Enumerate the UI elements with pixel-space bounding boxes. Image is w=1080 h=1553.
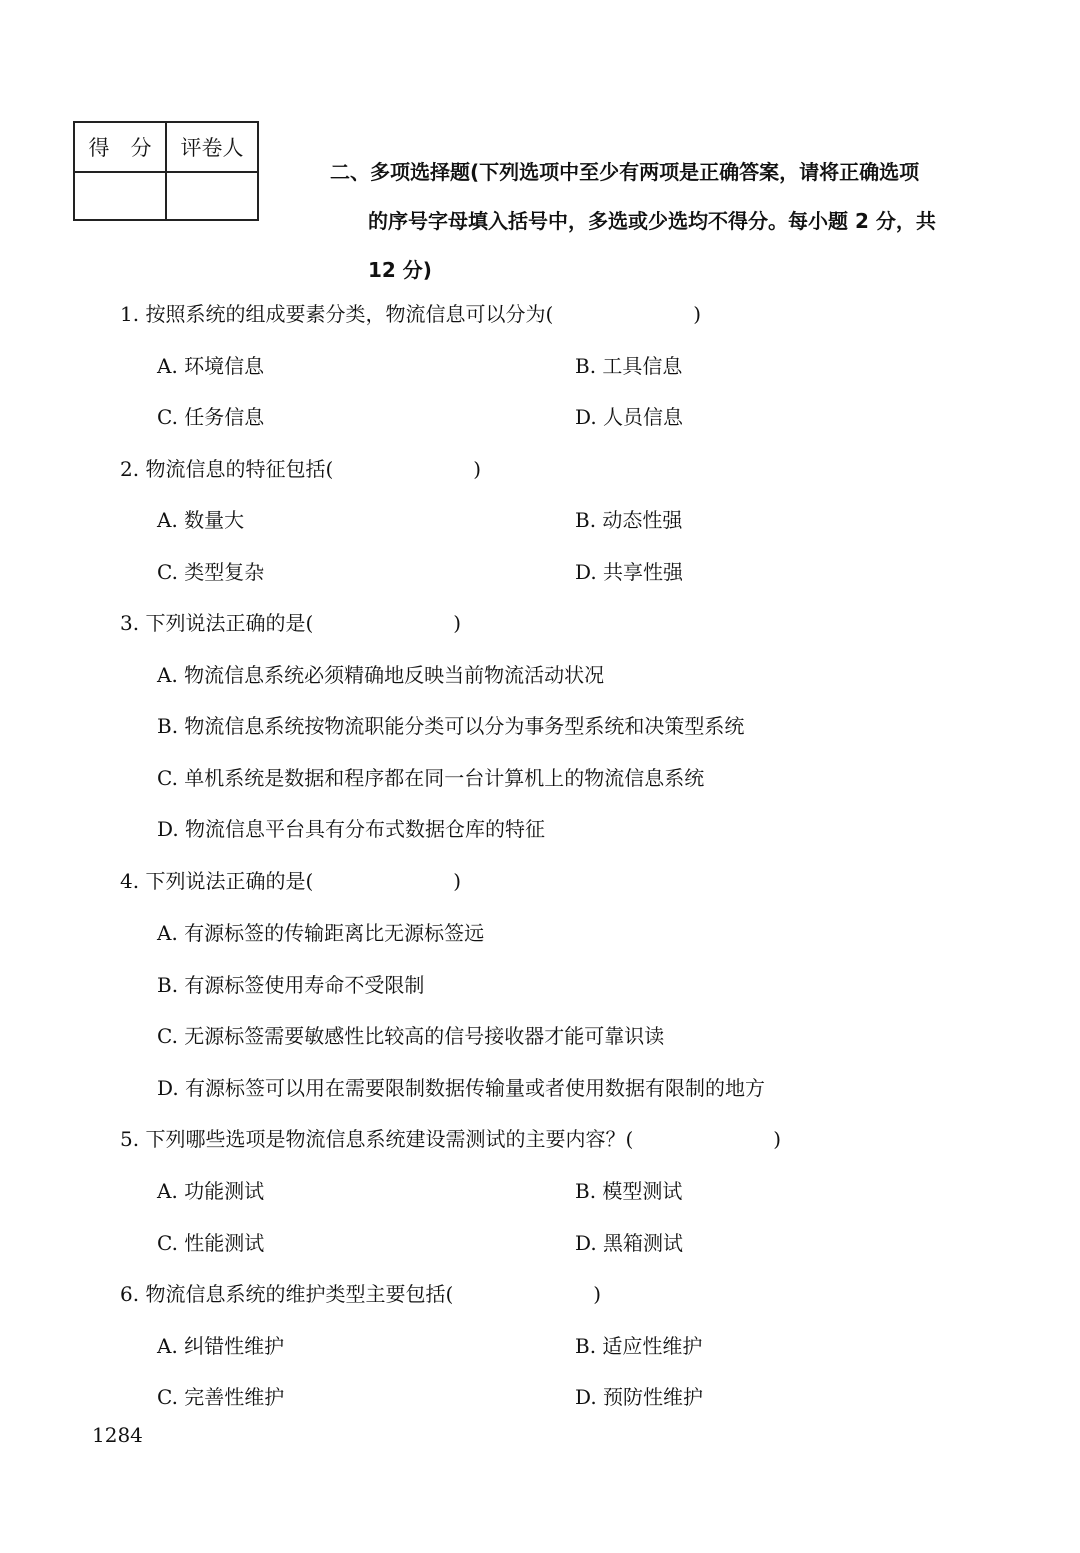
- page-number: 1284: [92, 1423, 143, 1447]
- question-6-option-a: A. 纠错性维护: [157, 1334, 285, 1358]
- question-3-stem: 3. 下列说法正确的是( ): [120, 611, 462, 635]
- question-2-option-c: C. 类型复杂: [157, 560, 265, 584]
- question-5-option-c: C. 性能测试: [157, 1231, 265, 1255]
- question-5-option-d: D. 黑箱测试: [575, 1231, 684, 1255]
- question-4-option-a: A. 有源标签的传输距离比无源标签远: [157, 921, 485, 945]
- question-1-option-c: C. 任务信息: [157, 405, 265, 429]
- question-1-option-d: D. 人员信息: [575, 405, 684, 429]
- question-2-option-d: D. 共享性强: [575, 560, 684, 584]
- question-1-option-b: B. 工具信息: [575, 354, 683, 378]
- question-3-option-c: C. 单机系统是数据和程序都在同一台计算机上的物流信息系统: [157, 766, 705, 790]
- question-5-stem: 5. 下列哪些选项是物流信息系统建设需测试的主要内容？( ): [120, 1127, 782, 1151]
- question-4-option-c: C. 无源标签需要敏感性比较高的信号接收器才能可靠识读: [157, 1024, 665, 1048]
- question-2-option-a: A. 数量大: [157, 508, 245, 532]
- question-6-option-c: C. 完善性维护: [157, 1385, 285, 1409]
- section-title-line-3: 12 分): [368, 258, 432, 282]
- question-6-stem: 6. 物流信息系统的维护类型主要包括( ): [120, 1282, 602, 1306]
- score-label: 得 分: [74, 122, 166, 172]
- score-table: [73, 121, 259, 221]
- question-3-option-b: B. 物流信息系统按物流职能分类可以分为事务型系统和决策型系统: [157, 714, 745, 738]
- question-3-option-a: A. 物流信息系统必须精确地反映当前物流活动状况: [157, 663, 605, 687]
- question-1-stem: 1. 按照系统的组成要素分类，物流信息可以分为( ): [120, 302, 702, 326]
- question-5-option-a: A. 功能测试: [157, 1179, 265, 1203]
- question-6-option-b: B. 适应性维护: [575, 1334, 703, 1358]
- question-6-option-d: D. 预防性维护: [575, 1385, 704, 1409]
- question-4-option-d: D. 有源标签可以用在需要限制数据传输量或者使用数据有限制的地方: [157, 1076, 766, 1100]
- question-4-stem: 4. 下列说法正确的是( ): [120, 869, 462, 893]
- section-title-line-2: 的序号字母填入括号中，多选或少选均不得分。每小题 2 分，共: [368, 209, 936, 233]
- question-4-option-b: B. 有源标签使用寿命不受限制: [157, 973, 425, 997]
- section-title: [330, 148, 1020, 295]
- question-2-stem: 2. 物流信息的特征包括( ): [120, 457, 482, 481]
- grader-label: 评卷人: [166, 122, 258, 172]
- question-2-option-b: B. 动态性强: [575, 508, 683, 532]
- question-5-option-b: B. 模型测试: [575, 1179, 683, 1203]
- section-title-line-1: 二、多项选择题(下列选项中至少有两项是正确答案，请将正确选项: [330, 160, 920, 184]
- question-1-option-a: A. 环境信息: [157, 354, 265, 378]
- score-cell[interactable]: [74, 172, 166, 220]
- grader-cell[interactable]: [166, 172, 258, 220]
- question-3-option-d: D. 物流信息平台具有分布式数据仓库的特征: [157, 817, 546, 841]
